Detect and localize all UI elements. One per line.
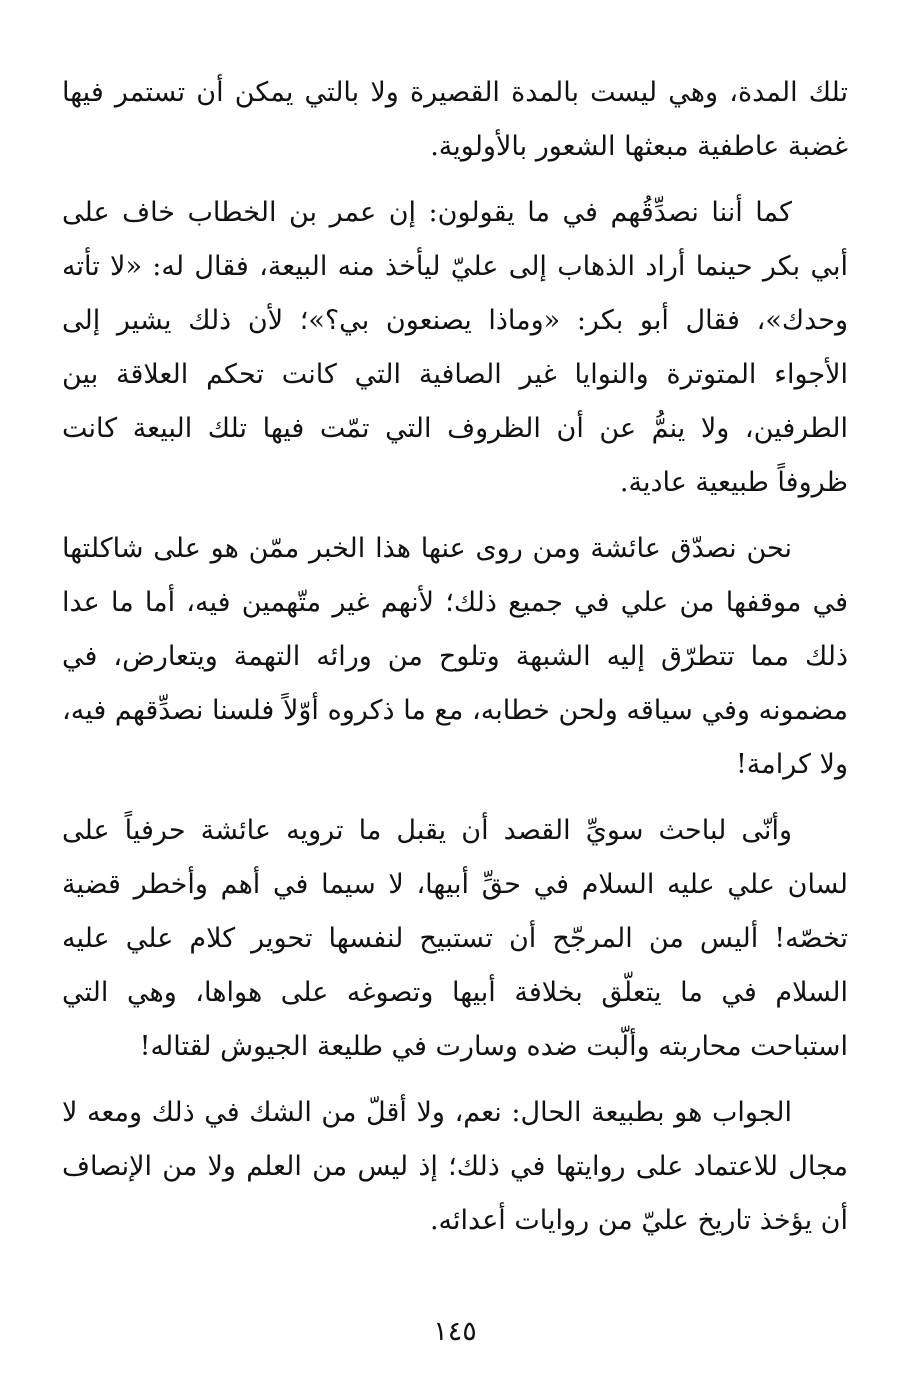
paragraph-4: وأنّى لباحث سويِّ القصد أن يقبل ما ترويه عائشة حرفياً على لسان علي عليه السلام في حقِّ أبيها، لا سيما في أهم وأخطر قضية تخصّه! أليس من المرجّح أن تستبيح لنفسها تحوير كلام علي عليه السلام في ما يتعلّق بخلافة أبيها وتصوغه على هواها، وهي التي استباحت محاربته وألّبت ضده وسارت في طليعة الجيوش لقتاله!: [62, 815, 848, 1062]
page-number: ١٤٥: [433, 1316, 477, 1347]
paragraph-2: كما أننا نصدِّقُهم في ما يقولون: إن عمر بن الخطاب خاف على أبي بكر حينما أراد الذهاب إلى عليّ ليأخذ منه البيعة، فقال له: «لا تأته وحدك»، فقال أبو بكر: «وماذا يصنعون بي؟»؛ لأن ذلك يشير إلى الأجواء المتوترة والنوايا غير الصافية التي كانت تحكم العلاقة بين الطرفين، ولا ينمُّ عن أن الظروف التي تمّت فيها تلك البيعة كانت ظروفاً طبيعية عادية.: [62, 197, 848, 498]
paragraph-5: الجواب هو بطبيعة الحال: نعم، ولا أقلّ من الشك في ذلك ومعه لا مجال للاعتماد على روايتها في ذلك؛ إذ ليس من العلم ولا من الإنصاف أن يؤخذ تاريخ عليّ من روايات أعدائه.: [62, 1097, 848, 1236]
paragraph-1: تلك المدة، وهي ليست بالمدة القصيرة ولا بالتي يمكن أن تستمر فيها غضبة عاطفية مبعثها الشعور بالأولوية.: [62, 77, 848, 162]
paragraph-3: نحن نصدّق عائشة ومن روى عنها هذا الخبر ممّن هو على شاكلتها في موقفها من علي في جميع ذلك؛ لأنهم غير متّهمين فيه، أما ما عدا ذلك مما تتطرّق إليه الشبهة وتلوح من ورائه التهمة ويتعارض، في مضمونه وفي سياقه ولحن خطابه، مع ما ذكروه أوّلاً فلسنا نصدِّقهم فيه، ولا كرامة!: [62, 533, 848, 780]
body-text: [62, 66, 848, 1248]
